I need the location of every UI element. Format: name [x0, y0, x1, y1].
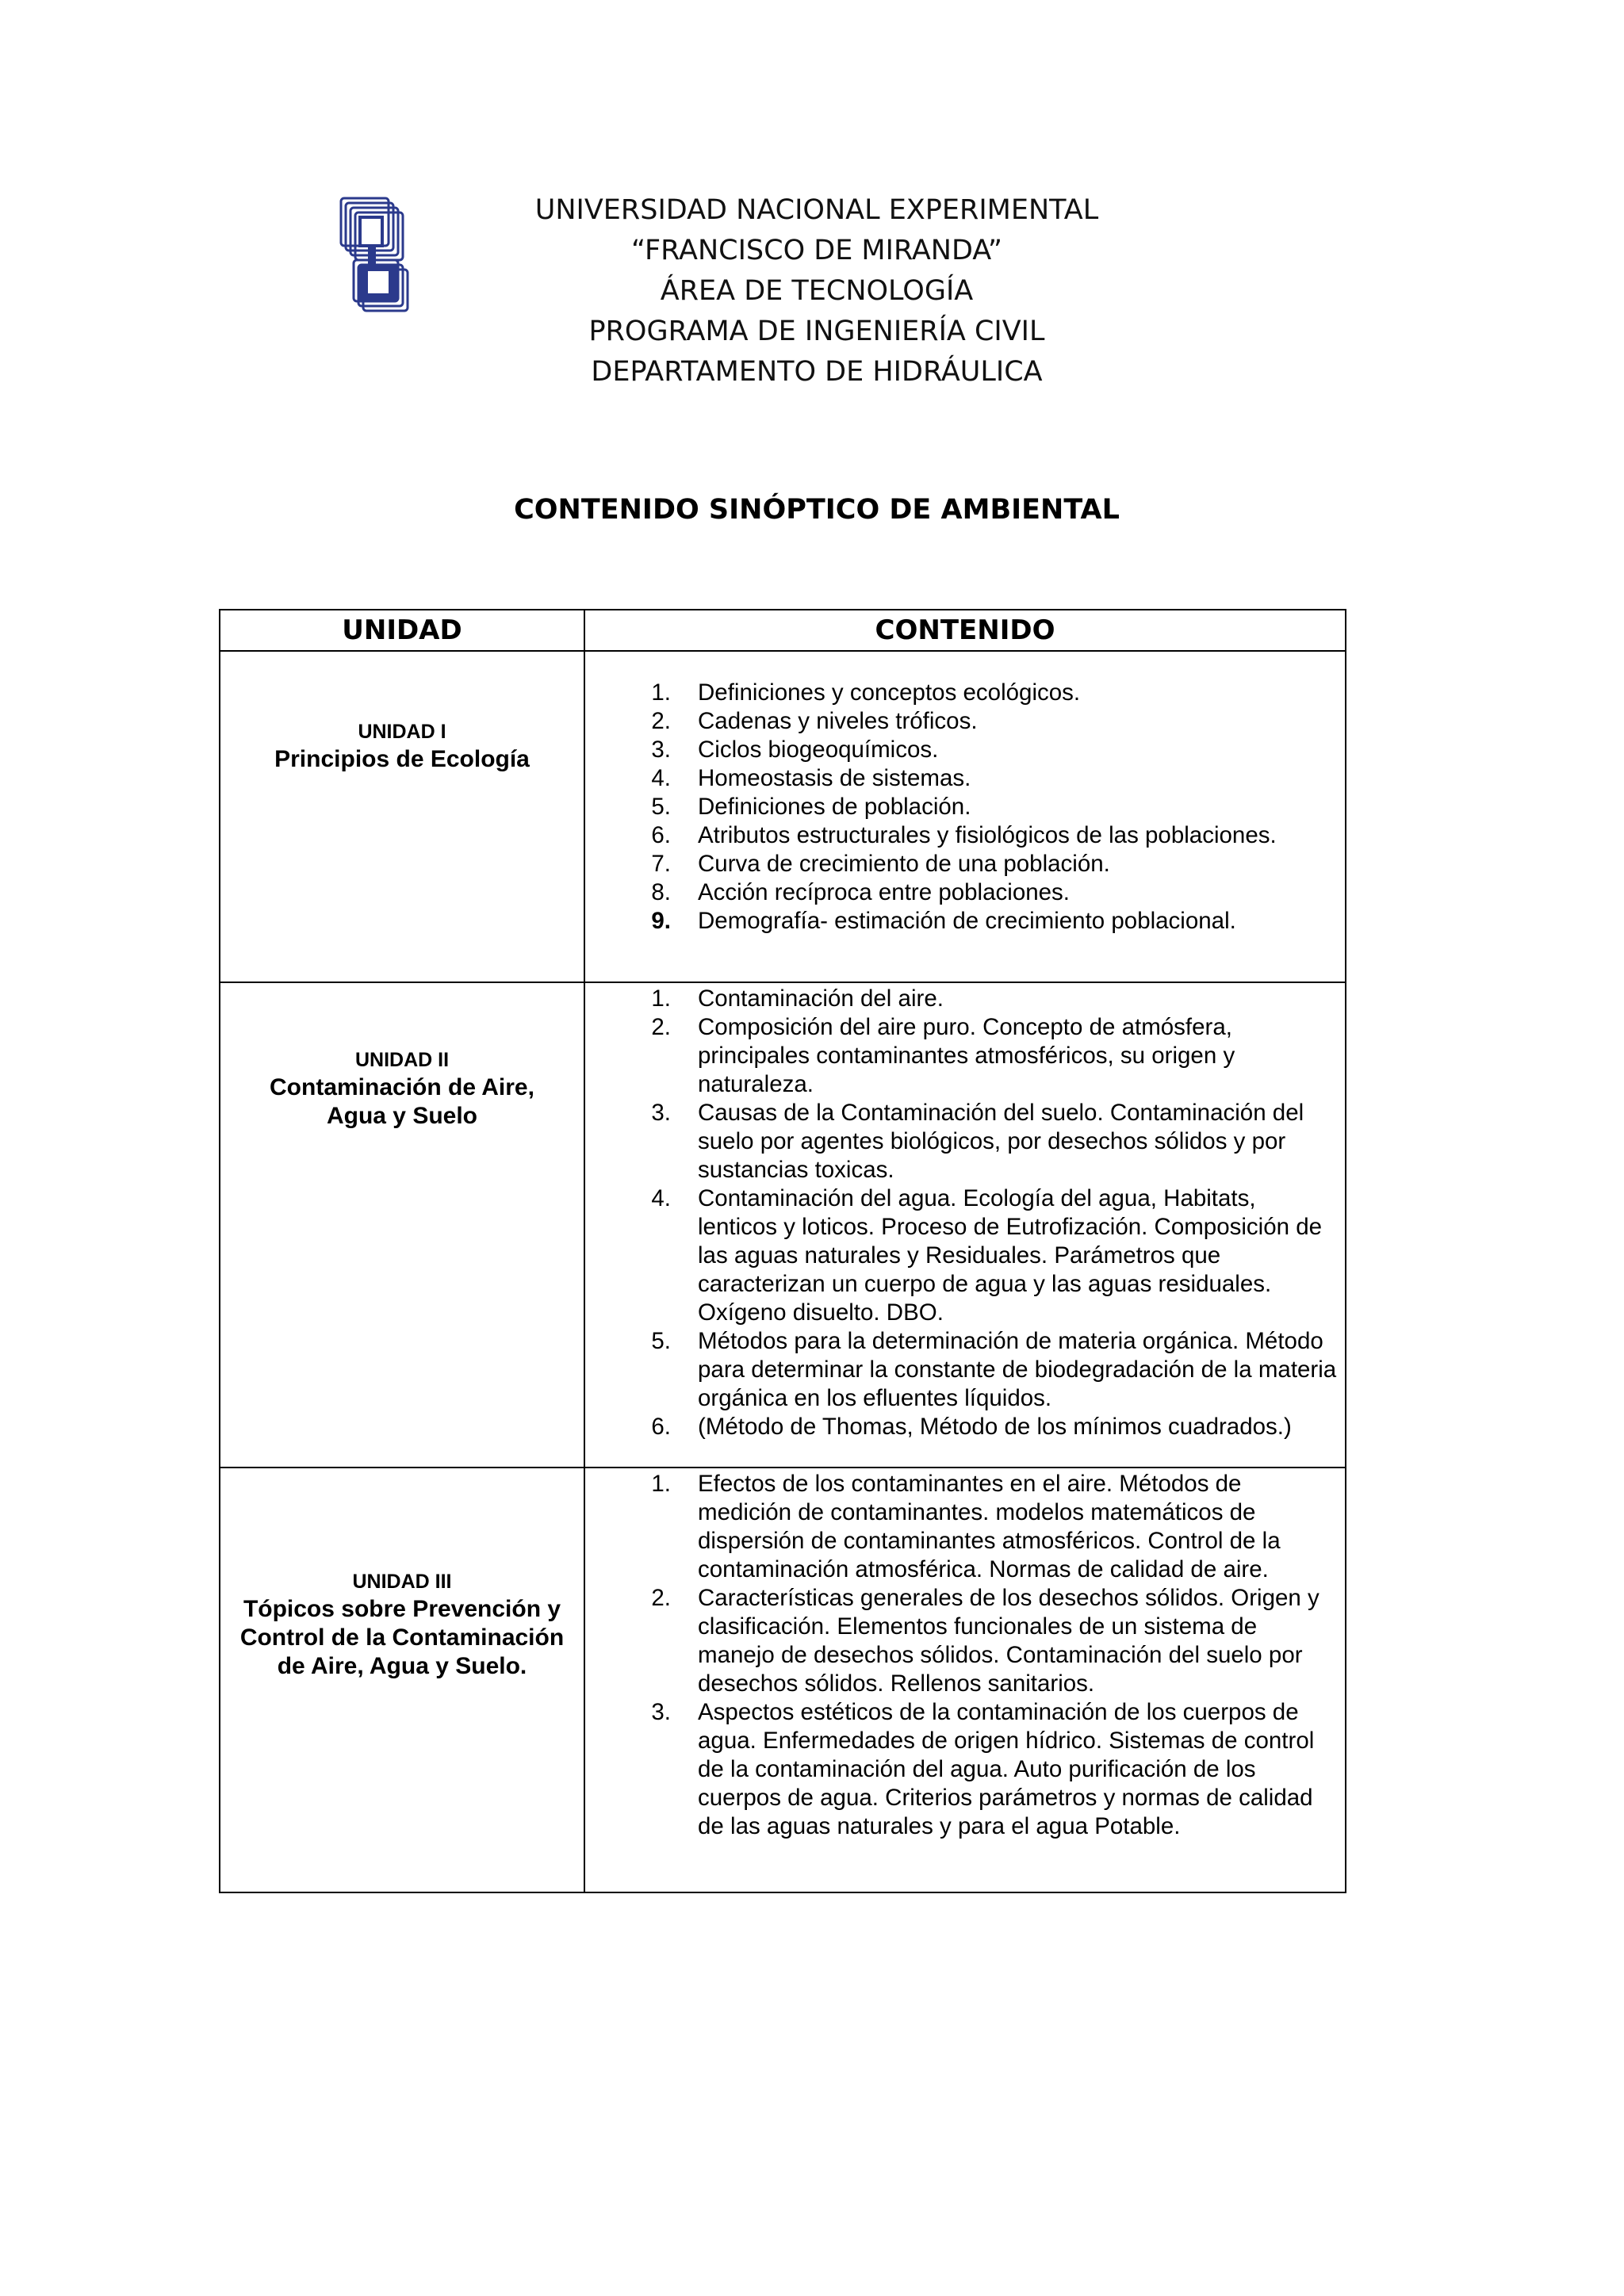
content-list — [585, 983, 1345, 1441]
unit-name: Tópicos sobre Prevención y Control de la Contaminación de Aire, Agua y Suelo. — [239, 1596, 565, 1679]
list-item: 3. Aspectos estéticos de la contaminación de los cuerpos de agua. Enfermedades de origen hídrico. Sistemas de control de la contaminación del agua. Auto purificación de los cuerpos de agua. Criterios parámetros y normas de calidad de las aguas naturales y para el agua Potable. — [651, 1699, 1315, 1839]
list-item: 1. Definiciones y conceptos ecológicos. — [651, 679, 1081, 706]
university-logo-icon — [339, 195, 412, 316]
list-item: 9. Demografía- estimación de crecimiento poblacional. — [651, 908, 1236, 934]
table-row — [220, 982, 1346, 1468]
list-item: 6. Atributos estructurales y fisiológicos de las poblaciones. — [651, 822, 1277, 848]
unit-name: Principios de Ecología — [274, 746, 530, 772]
table-row — [220, 1468, 1346, 1892]
list-item: 4. Contaminación del agua. Ecología del agua, Habitats, lenticos y loticos. Proceso de Eutrofización. Composición de las aguas naturales y Residuales. Parámetros que caracterizan un cuerpo de agua y las aguas residuales. Oxígeno disuelto. DBO. — [651, 1185, 1323, 1326]
content-list — [585, 1468, 1345, 1841]
header-line-name: “FRANCISCO DE MIRANDA” — [630, 235, 1003, 266]
list-item: 7. Curva de crecimiento de una población. — [651, 851, 1110, 877]
list-item: 3. Causas de la Contaminación del suelo. Contaminación del suelo por agentes biológicos, por desechos sólidos y por sustancias toxicas. — [651, 1100, 1304, 1183]
column-header-unidad: UNIDAD — [220, 610, 584, 651]
table-header-row — [220, 610, 1346, 651]
list-item: 2. Características generales de los desechos sólidos. Origen y clasificación. Elementos funcionales de un sistema de manejo de desechos sólidos. Contaminación del suelo por desechos sólidos. Rellenos sanitarios. — [651, 1585, 1320, 1697]
list-item: 3. Ciclos biogeoquímicos. — [651, 737, 939, 763]
header-line-program: PROGRAMA DE INGENIERÍA CIVIL — [588, 316, 1045, 347]
unit-name: Contaminación de Aire, Agua y Suelo — [270, 1074, 534, 1129]
list-item: 2. Composición del aire puro. Concepto de atmósfera, principales contaminantes atmosféricos, su origen y naturaleza. — [651, 1014, 1235, 1097]
unit-cell — [220, 982, 584, 1468]
list-item: 1. Contaminación del aire. — [651, 985, 944, 1012]
synoptic-table — [219, 609, 1346, 1893]
unit-number: UNIDAD II — [354, 1049, 450, 1071]
column-header-contenido: CONTENIDO — [584, 610, 1346, 651]
list-item: 2. Cadenas y niveles tróficos. — [651, 708, 978, 734]
list-item: 6. (Método de Thomas, Método de los mínimos cuadrados.) — [651, 1414, 1292, 1440]
header-line-area: ÁREA DE TECNOLOGÍA — [660, 275, 974, 307]
unit-cell — [220, 1468, 584, 1892]
list-item: 4. Homeostasis de sistemas. — [651, 765, 971, 791]
unit-number: UNIDAD I — [358, 721, 446, 743]
content-list — [585, 652, 1345, 936]
list-item: 8. Acción recíproca entre poblaciones. — [651, 879, 1070, 905]
unit-cell — [220, 651, 584, 982]
list-item: 5. Métodos para la determinación de materia orgánica. Método para determinar la constante de biodegradación de la materia orgánica en los efluentes líquidos. — [651, 1328, 1337, 1411]
header-line-department: DEPARTAMENTO DE HIDRÁULICA — [591, 356, 1043, 388]
content-cell — [584, 651, 1346, 982]
unit-number: UNIDAD III — [352, 1571, 452, 1593]
table-row — [220, 651, 1346, 982]
content-cell — [584, 982, 1346, 1468]
content-cell — [584, 1468, 1346, 1892]
institution-header — [444, 190, 1189, 392]
list-item: 1. Efectos de los contaminantes en el aire. Métodos de medición de contaminantes. modelos matemáticos de dispersión de contaminantes atmosféricos. Control de la contaminación atmosférica. Normas de calidad de aire. — [651, 1471, 1281, 1582]
page-title: CONTENIDO SINÓPTICO DE AMBIENTAL — [514, 494, 1120, 526]
list-item: 5. Definiciones de población. — [651, 794, 971, 820]
header-line-university: UNIVERSIDAD NACIONAL EXPERIMENTAL — [534, 194, 1099, 226]
